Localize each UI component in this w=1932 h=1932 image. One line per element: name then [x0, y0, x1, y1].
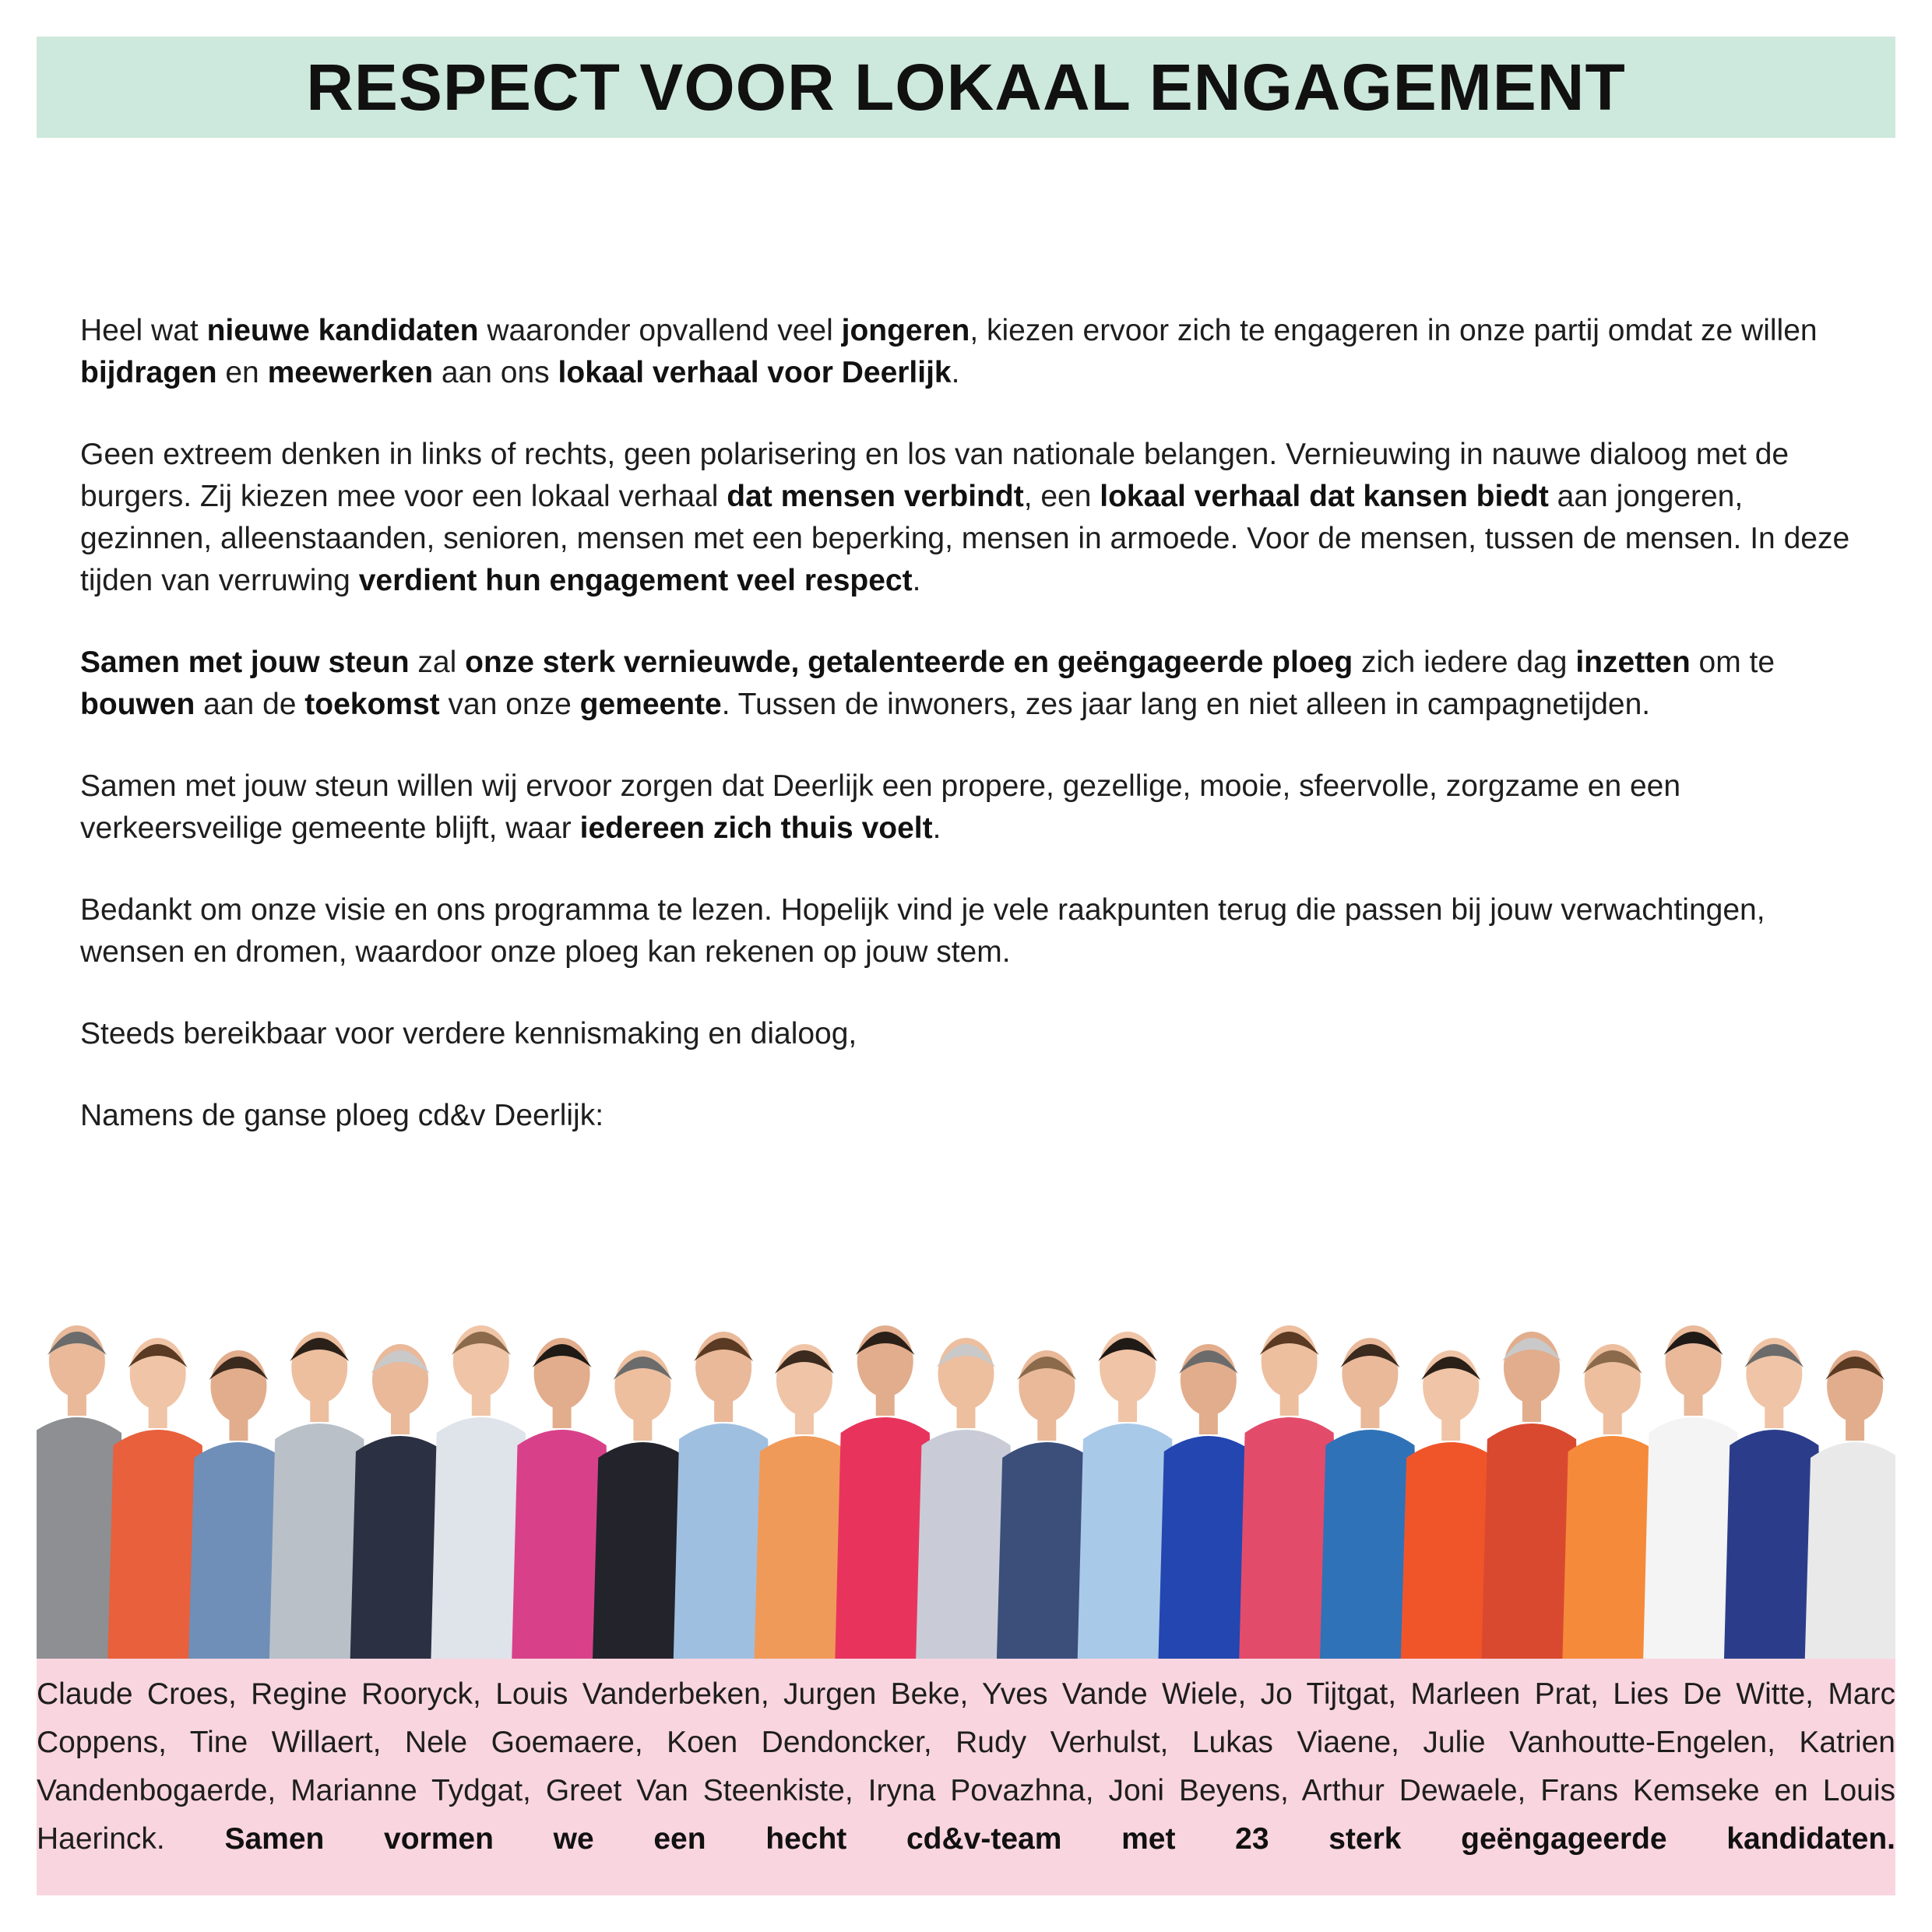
paragraph-6 — [80, 1013, 1863, 1055]
text-run: zal — [409, 646, 466, 679]
text-run: . — [932, 811, 941, 845]
paragraph-1 — [80, 310, 1863, 394]
paragraph-3 — [80, 642, 1863, 726]
title-banner — [37, 37, 1895, 138]
candidate-list: Claude Croes, Regine Rooryck, Louis Vanderbeken, Jurgen Beke, Yves Vande Wiele, Jo Tijtgat, Marleen Prat, Lies De Witte, Marc Coppens, Tine Willaert, Nele Goemaere, Koen Dendoncker, Rudy Verhulst, Lukas Viaene, Julie Vanhoutte-Engelen, Katrien Vandenbogaerde, Marianne Tydgat, Greet Van Steenkiste, Iryna Povazhna, Joni Beyens, Arthur Dewaele, Frans Kemseke en Louis Haerinck. — [37, 1677, 1895, 1856]
text-run: waaronder opvallend veel — [478, 314, 842, 347]
emphasis-text: lokaal verhaal voor Deerlijk — [558, 356, 952, 389]
candidate-names — [37, 1670, 1895, 1863]
candidate-names-box — [37, 1659, 1895, 1895]
text-run: Steeds bereikbaar voor verdere kennismaking en dialoog, — [80, 1017, 857, 1050]
intro-text — [80, 310, 1863, 1177]
team-photo-illustration — [37, 1293, 1895, 1659]
text-run: Geen extreem denken in links of rechts, geen polarisering en los van nationale belangen. Vernieuwing in nauwe dialoog met de burgers. Zij kiezen mee voor een lokaal verhaal — [80, 438, 1789, 513]
text-run: aan ons — [433, 356, 558, 389]
text-run: zich iedere dag — [1353, 646, 1576, 679]
team-photo — [37, 1293, 1895, 1659]
text-run: Heel wat — [80, 314, 207, 347]
text-run: , een — [1023, 480, 1100, 513]
emphasis-text: verdient hun engagement veel respect — [358, 564, 913, 597]
text-run: om te — [1690, 646, 1775, 679]
text-run: Bedankt om onze visie en ons programma te lezen. Hopelijk vind je vele raakpunten terug die passen bij jouw verwachtingen, wensen en dromen, waardoor onze ploeg kan rekenen op jouw stem. — [80, 893, 1765, 969]
emphasis-text: dat mensen verbindt — [727, 480, 1024, 513]
paragraph-2 — [80, 434, 1863, 602]
text-run: Namens de ganse ploeg cd&v Deerlijk: — [80, 1099, 604, 1132]
emphasis-text: onze sterk vernieuwde, getalenteerde en geëngageerde ploeg — [465, 646, 1353, 679]
text-run: . — [912, 564, 921, 597]
emphasis-text: bouwen — [80, 688, 195, 721]
text-run: van onze — [439, 688, 580, 721]
emphasis-text: bijdragen — [80, 356, 217, 389]
text-run: , kiezen ervoor zich te engageren in onze partij omdat ze willen — [970, 314, 1818, 347]
emphasis-text: Samen met jouw steun — [80, 646, 410, 679]
paragraph-4 — [80, 765, 1863, 850]
text-run: aan jongeren, gezinnen, alleenstaanden, senioren, mensen met een beperking, mensen in armoede. Voor de mensen, tussen de mensen. In deze tijden van verruwing — [80, 480, 1850, 597]
text-run: . — [951, 356, 960, 389]
paragraph-5 — [80, 889, 1863, 973]
emphasis-text: jongeren — [841, 314, 970, 347]
emphasis-text: inzetten — [1575, 646, 1691, 679]
emphasis-text: meewerken — [267, 356, 434, 389]
emphasis-text: nieuwe kandidaten — [206, 314, 479, 347]
text-run: Samen met jouw steun willen wij ervoor zorgen dat Deerlijk een propere, gezellige, mooie, sfeervolle, zorgzame en een verkeersveilige gemeente blijft, waar — [80, 769, 1681, 845]
emphasis-text: toekomst — [304, 688, 440, 721]
emphasis-text: lokaal verhaal dat kansen biedt — [1100, 480, 1549, 513]
text-run: aan de — [195, 688, 305, 721]
page-title: RESPECT VOOR LOKAAL ENGAGEMENT — [306, 50, 1626, 124]
text-run: . Tussen de inwoners, zes jaar lang en niet alleen in campagnetijden. — [721, 688, 1651, 721]
team-closing-statement: Samen vormen we een hecht cd&v-team met 23 sterk geëngageerde kandidaten. — [224, 1822, 1896, 1856]
text-run: en — [216, 356, 268, 389]
emphasis-text: gemeente — [579, 688, 722, 721]
emphasis-text: iedereen zich thuis voelt — [579, 811, 933, 845]
paragraph-7 — [80, 1095, 1863, 1137]
